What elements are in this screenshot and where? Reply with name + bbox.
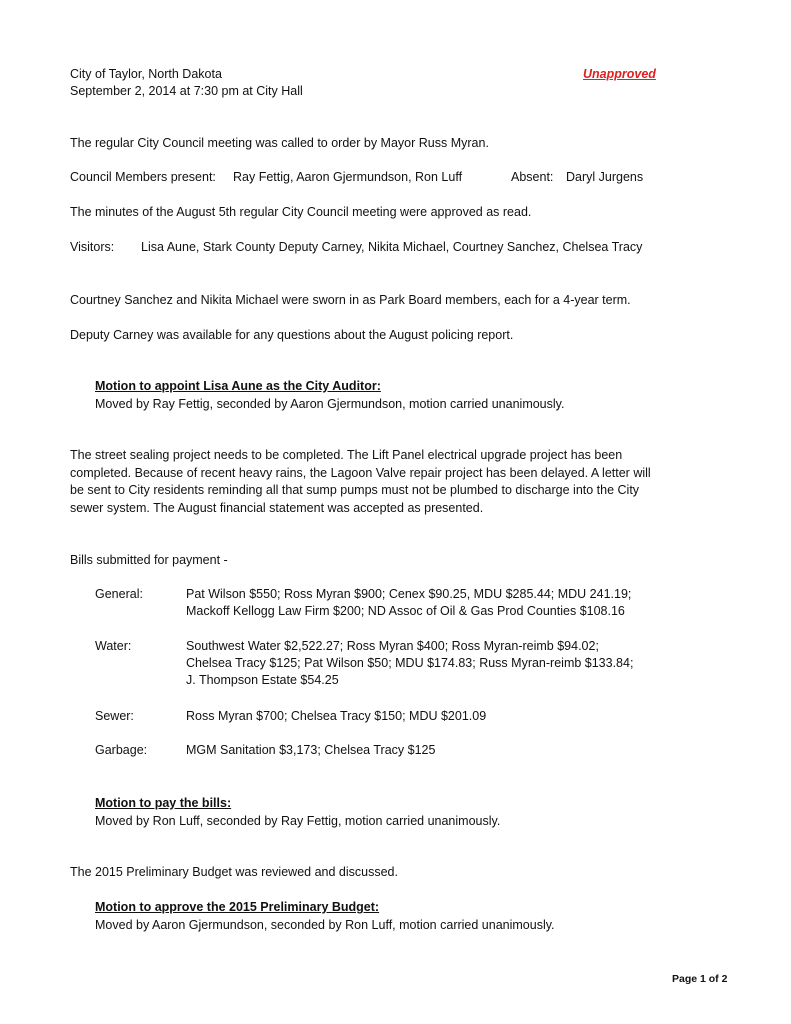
bill-category-garbage: Garbage: xyxy=(95,743,148,757)
projects-line: completed. Because of recent heavy rains, the Lagoon Valve repair project has been delayed. A letter will xyxy=(70,465,651,480)
approval-status: Unapproved xyxy=(583,67,656,81)
projects-line: sewer system. The August financial statement was accepted as presented. xyxy=(70,500,484,515)
bill-list-garbage xyxy=(186,742,435,759)
bill-list-general xyxy=(186,586,631,620)
projects-paragraph xyxy=(70,447,710,517)
meeting-date: September 2, 2014 at 7:30 pm at City Hall xyxy=(70,84,303,98)
present-members: Ray Fettig, Aaron Gjermundson, Ron Luff xyxy=(233,170,463,184)
bill-category-water: Water: xyxy=(95,639,132,653)
bill-line: Chelsea Tracy $125; Pat Wilson $50; MDU $174.83; Russ Myran-reimb $133.84; xyxy=(186,656,634,670)
bill-line: J. Thompson Estate $54.25 xyxy=(186,673,339,687)
bill-list-sewer xyxy=(186,708,486,725)
motion-auditor-title: Motion to appoint Lisa Aune as the City Auditor: xyxy=(95,379,381,393)
page-number: Page 1 of 2 xyxy=(672,973,728,985)
bill-category-sewer: Sewer: xyxy=(95,709,134,723)
motion-bills-text: Moved by Ron Luff, seconded by Ray Fettig, motion carried unanimously. xyxy=(95,814,501,828)
bill-line: MGM Sanitation $3,173; Chelsea Tracy $125 xyxy=(186,743,436,757)
present-label: Council Members present: xyxy=(70,170,216,184)
absent-members: Daryl Jurgens xyxy=(566,170,644,184)
motion-auditor-text: Moved by Ray Fettig, seconded by Aaron Gjermundson, motion carried unanimously. xyxy=(95,397,565,411)
absent-label: Absent: xyxy=(511,170,554,184)
park-board-note: Courtney Sanchez and Nikita Michael were sworn in as Park Board members, each for a 4-year term. xyxy=(70,293,631,307)
visitors-label: Visitors: xyxy=(70,240,115,254)
deputy-note: Deputy Carney was available for any questions about the August policing report. xyxy=(70,328,514,342)
budget-reviewed: The 2015 Preliminary Budget was reviewed and discussed. xyxy=(70,865,398,879)
minutes-approved: The minutes of the August 5th regular City Council meeting were approved as read. xyxy=(70,205,532,219)
city-name: City of Taylor, North Dakota xyxy=(70,67,222,81)
call-to-order: The regular City Council meeting was called to order by Mayor Russ Myran. xyxy=(70,136,489,150)
motion-bills-title: Motion to pay the bills: xyxy=(95,796,232,810)
projects-line: be sent to City residents reminding all that sump pumps must not be plumbed to discharge into the City xyxy=(70,483,640,497)
bill-line: Pat Wilson $550; Ross Myran $900; Cenex $90.25, MDU $285.44; MDU 241.19; xyxy=(186,587,632,601)
motion-budget-title: Motion to approve the 2015 Preliminary Budget: xyxy=(95,900,380,914)
bill-line: Mackoff Kellogg Law Firm $200; ND Assoc of Oil & Gas Prod Counties $108.16 xyxy=(186,604,625,618)
bill-line: Southwest Water $2,522.27; Ross Myran $400; Ross Myran-reimb $94.02; xyxy=(186,639,599,653)
bill-category-general: General: xyxy=(95,587,143,601)
bills-intro: Bills submitted for payment - xyxy=(70,553,228,567)
bill-line: Ross Myran $700; Chelsea Tracy $150; MDU $201.09 xyxy=(186,709,487,723)
bill-list-water xyxy=(186,638,633,689)
motion-budget-text: Moved by Aaron Gjermundson, seconded by Ron Luff, motion carried unanimously. xyxy=(95,918,555,932)
visitors-names: Lisa Aune, Stark County Deputy Carney, Nikita Michael, Courtney Sanchez, Chelsea Tracy xyxy=(141,240,643,254)
projects-line: The street sealing project needs to be completed. The Lift Panel electrical upgrade project has been xyxy=(70,448,623,462)
